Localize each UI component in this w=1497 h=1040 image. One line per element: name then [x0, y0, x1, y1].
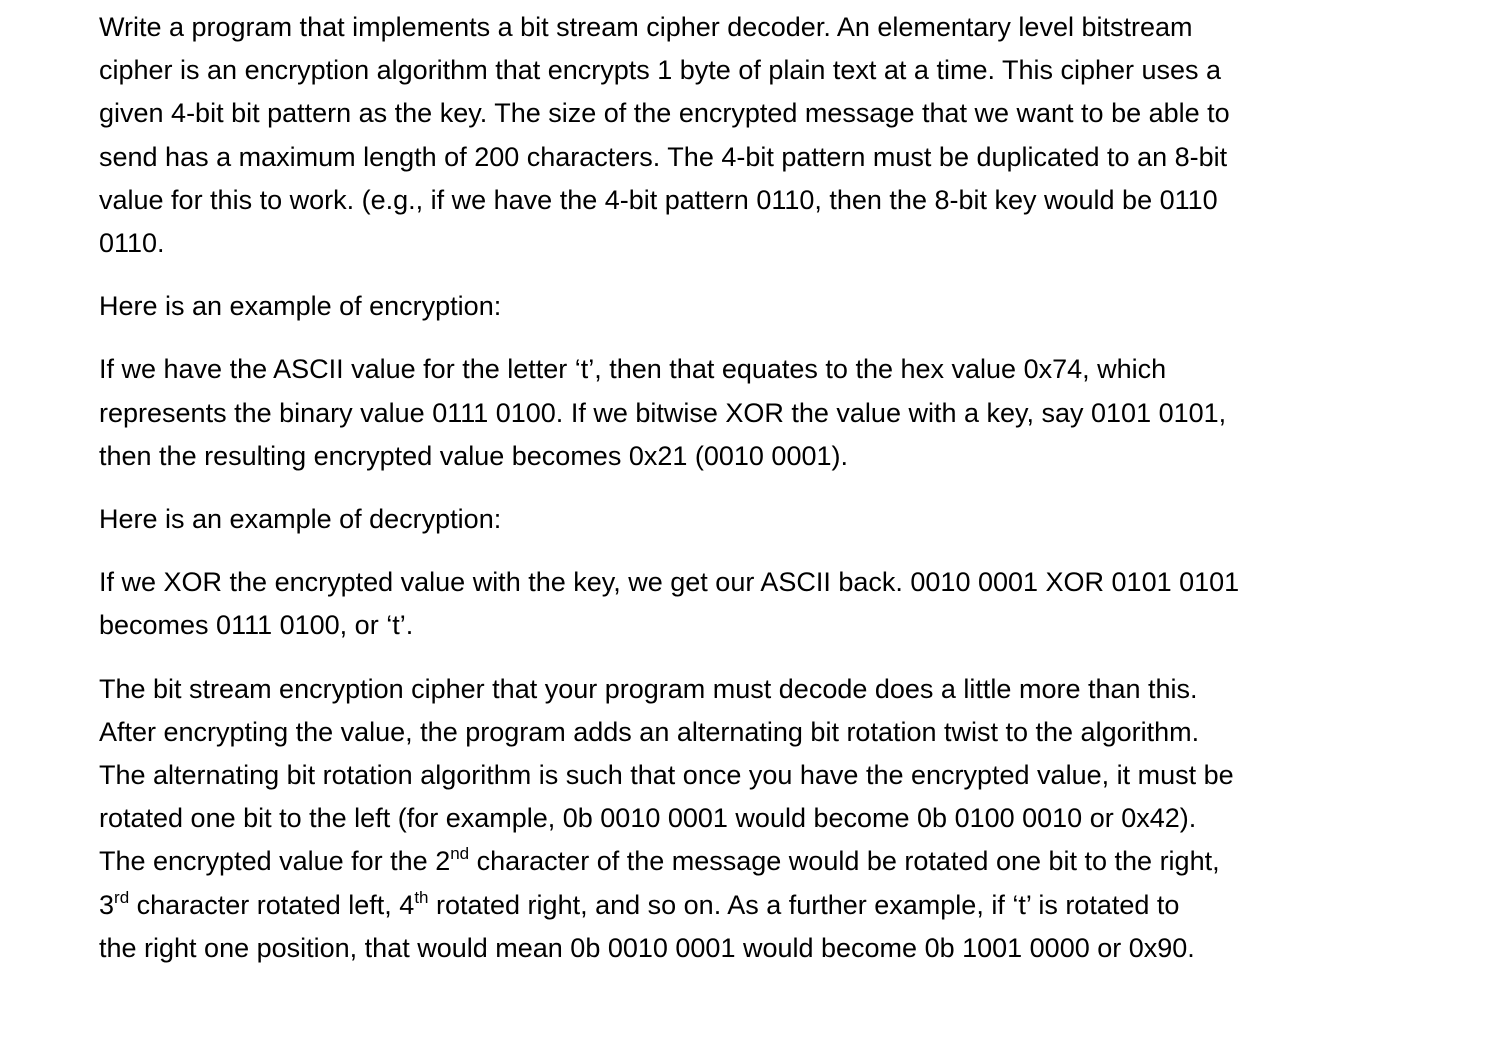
- paragraph-intro: [99, 6, 1399, 265]
- text-line: represents the binary value 0111 0100. If we bitwise XOR the value with a key, say 0101 0101,: [99, 397, 1227, 428]
- text-line: Write a program that implements a bit stream cipher decoder. An elementary level bitstream: [99, 12, 1193, 42]
- paragraph-decryption-example: [99, 561, 1399, 647]
- superscript: rd: [114, 887, 130, 907]
- text-segment: The encrypted value for the 2: [99, 846, 451, 877]
- text-line: cipher is an encryption algorithm that encrypts 1 byte of plain text at a time. This cipher uses a: [99, 55, 1222, 86]
- text-segment: character of the message would be rotated one bit to the right,: [469, 846, 1220, 877]
- text-line: If we XOR the encrypted value with the key, we get our ASCII back. 0010 0001 XOR 0101 0101: [99, 567, 1240, 598]
- text-line: [99, 884, 1399, 927]
- text-line: [99, 840, 1399, 883]
- text-line: 0110.: [99, 228, 165, 259]
- paragraph-rotation-description: [99, 668, 1399, 970]
- paragraph-decryption-heading: [99, 498, 1399, 541]
- text-segment: rotated right, and so on. As a further example, if ‘t’ is rotated to: [428, 889, 1180, 920]
- text-line: Here is an example of encryption:: [99, 291, 502, 322]
- text-line: send has a maximum length of 200 characters. The 4-bit pattern must be duplicated to an 8-bit: [99, 141, 1228, 172]
- text-line: given 4-bit bit pattern as the key. The size of the encrypted message that we want to be able to: [99, 98, 1230, 129]
- superscript: th: [414, 887, 429, 907]
- text-line: then the resulting encrypted value becomes 0x21 (0010 0001).: [99, 440, 848, 471]
- superscript: nd: [450, 844, 470, 864]
- paragraph-encryption-heading: [99, 285, 1399, 328]
- text-line: If we have the ASCII value for the letter ‘t’, then that equates to the hex value 0x74, which: [99, 354, 1167, 385]
- document-page: [99, 6, 1399, 990]
- text-line: After encrypting the value, the program adds an alternating bit rotation twist to the algorithm.: [99, 716, 1200, 747]
- text-segment: 3: [99, 889, 115, 920]
- text-line: The alternating bit rotation algorithm is such that once you have the encrypted value, it must be: [99, 760, 1234, 791]
- text-line: value for this to work. (e.g., if we have the 4-bit pattern 0110, then the 8-bit key would be 0110: [99, 184, 1218, 215]
- paragraph-encryption-example: [99, 348, 1399, 478]
- text-line: becomes 0111 0100, or ‘t’.: [99, 610, 414, 641]
- text-line: the right one position, that would mean 0b 0010 0001 would become 0b 1001 0000 or 0x90.: [99, 932, 1195, 963]
- text-line: rotated one bit to the left (for example, 0b 0010 0001 would become 0b 0100 0010 or 0x42).: [99, 803, 1197, 834]
- text-line: Here is an example of decryption:: [99, 504, 502, 535]
- text-line: The bit stream encryption cipher that your program must decode does a little more than this.: [99, 673, 1198, 704]
- text-segment: character rotated left, 4: [129, 889, 415, 920]
